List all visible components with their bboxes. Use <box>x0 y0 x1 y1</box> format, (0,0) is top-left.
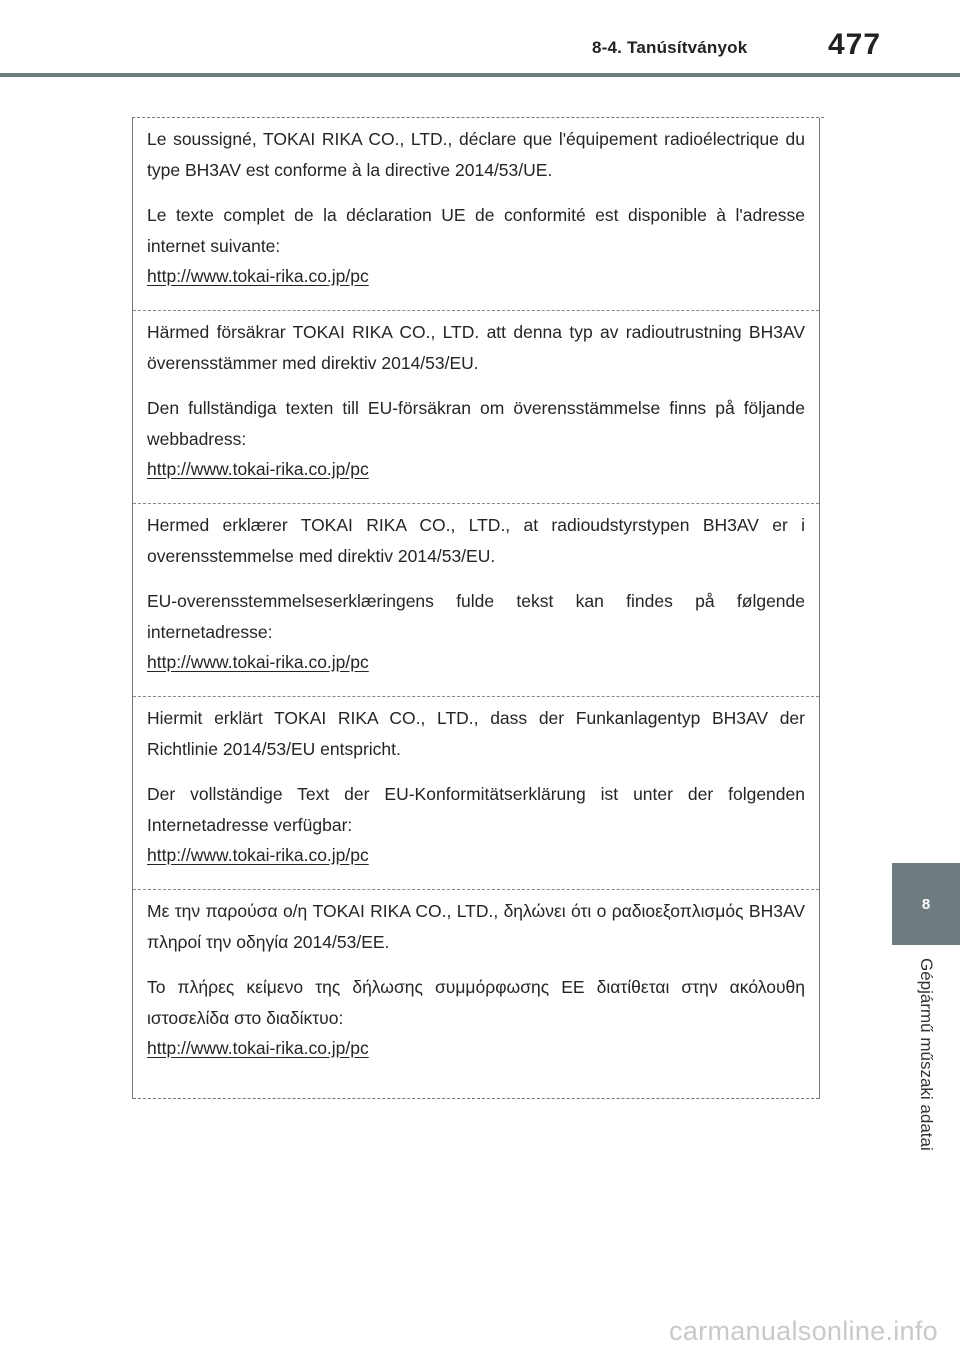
chapter-tab[interactable] <box>892 863 960 945</box>
declaration-url-link[interactable]: http://www.tokai-rika.co.jp/pc <box>147 1038 369 1058</box>
chapter-label <box>902 958 950 1208</box>
declaration-statement: Le soussigné, TOKAI RIKA CO., LTD., déclare que l'équipement radioélectrique du type BH3AV est conforme à la directive 2014/53/UE. <box>147 129 805 180</box>
declaration-url-link[interactable]: http://www.tokai-rika.co.jp/pc <box>147 459 369 479</box>
watermark: carmanualsonline.info <box>669 1316 938 1346</box>
page-number: 477 <box>828 28 882 61</box>
header-divider <box>0 73 960 77</box>
declaration-swedish <box>133 311 819 504</box>
declaration-statement: Με την παρούσα ο/η TOKAI RIKA CO., LTD., δηλώνει ότι ο ραδιοεξοπλισμός BH3AV πληροί την οδηγία 2014/53/ΕΕ. <box>147 901 805 952</box>
declaration-statement: Hermed erklærer TOKAI RIKA CO., LTD., at radioudstyrstypen BH3AV er i overensstemmelse med direktiv 2014/53/EU. <box>147 515 805 566</box>
declaration-statement: Hiermit erklärt TOKAI RIKA CO., LTD., dass der Funkanlagentyp BH3AV der Richtlinie 2014/53/EU entspricht. <box>147 708 805 759</box>
chapter-label-text: Gépjármű műszaki adatai <box>917 958 936 1151</box>
declaration-german <box>133 697 819 890</box>
declaration-availability: Den fullständiga texten till EU-försäkran om överensstämmelse finns på följande webbadress: <box>147 398 805 449</box>
declaration-url-link[interactable]: http://www.tokai-rika.co.jp/pc <box>147 652 369 672</box>
declarations-box <box>132 118 820 1099</box>
declaration-availability: Le texte complet de la déclaration UE de conformité est disponible à l'adresse internet suivante: <box>147 205 805 256</box>
declaration-availability: Το πλήρες κείμενο της δήλωσης συμμόρφωσης ΕΕ διατίθεται στην ακόλουθη ιστοσελίδα στο διαδίκτυο: <box>147 977 805 1028</box>
section-title: 8-4. Tanúsítványok <box>592 38 748 57</box>
declaration-statement: Härmed försäkrar TOKAI RIKA CO., LTD. att denna typ av radioutrustning BH3AV överensstämmer med direktiv 2014/53/EU. <box>147 322 805 373</box>
declaration-url-link[interactable]: http://www.tokai-rika.co.jp/pc <box>147 266 369 286</box>
chapter-number: 8 <box>921 895 931 913</box>
declaration-greek <box>133 890 819 1099</box>
declaration-french <box>133 118 819 311</box>
declaration-availability: Der vollständige Text der EU-Konformitätserklärung ist unter der folgenden Internetadresse verfügbar: <box>147 784 805 835</box>
declaration-url-link[interactable]: http://www.tokai-rika.co.jp/pc <box>147 845 369 865</box>
declaration-danish <box>133 504 819 697</box>
declaration-availability: EU-overensstemmelseserklæringens fulde tekst kan findes på følgende internetadresse: <box>147 591 805 642</box>
